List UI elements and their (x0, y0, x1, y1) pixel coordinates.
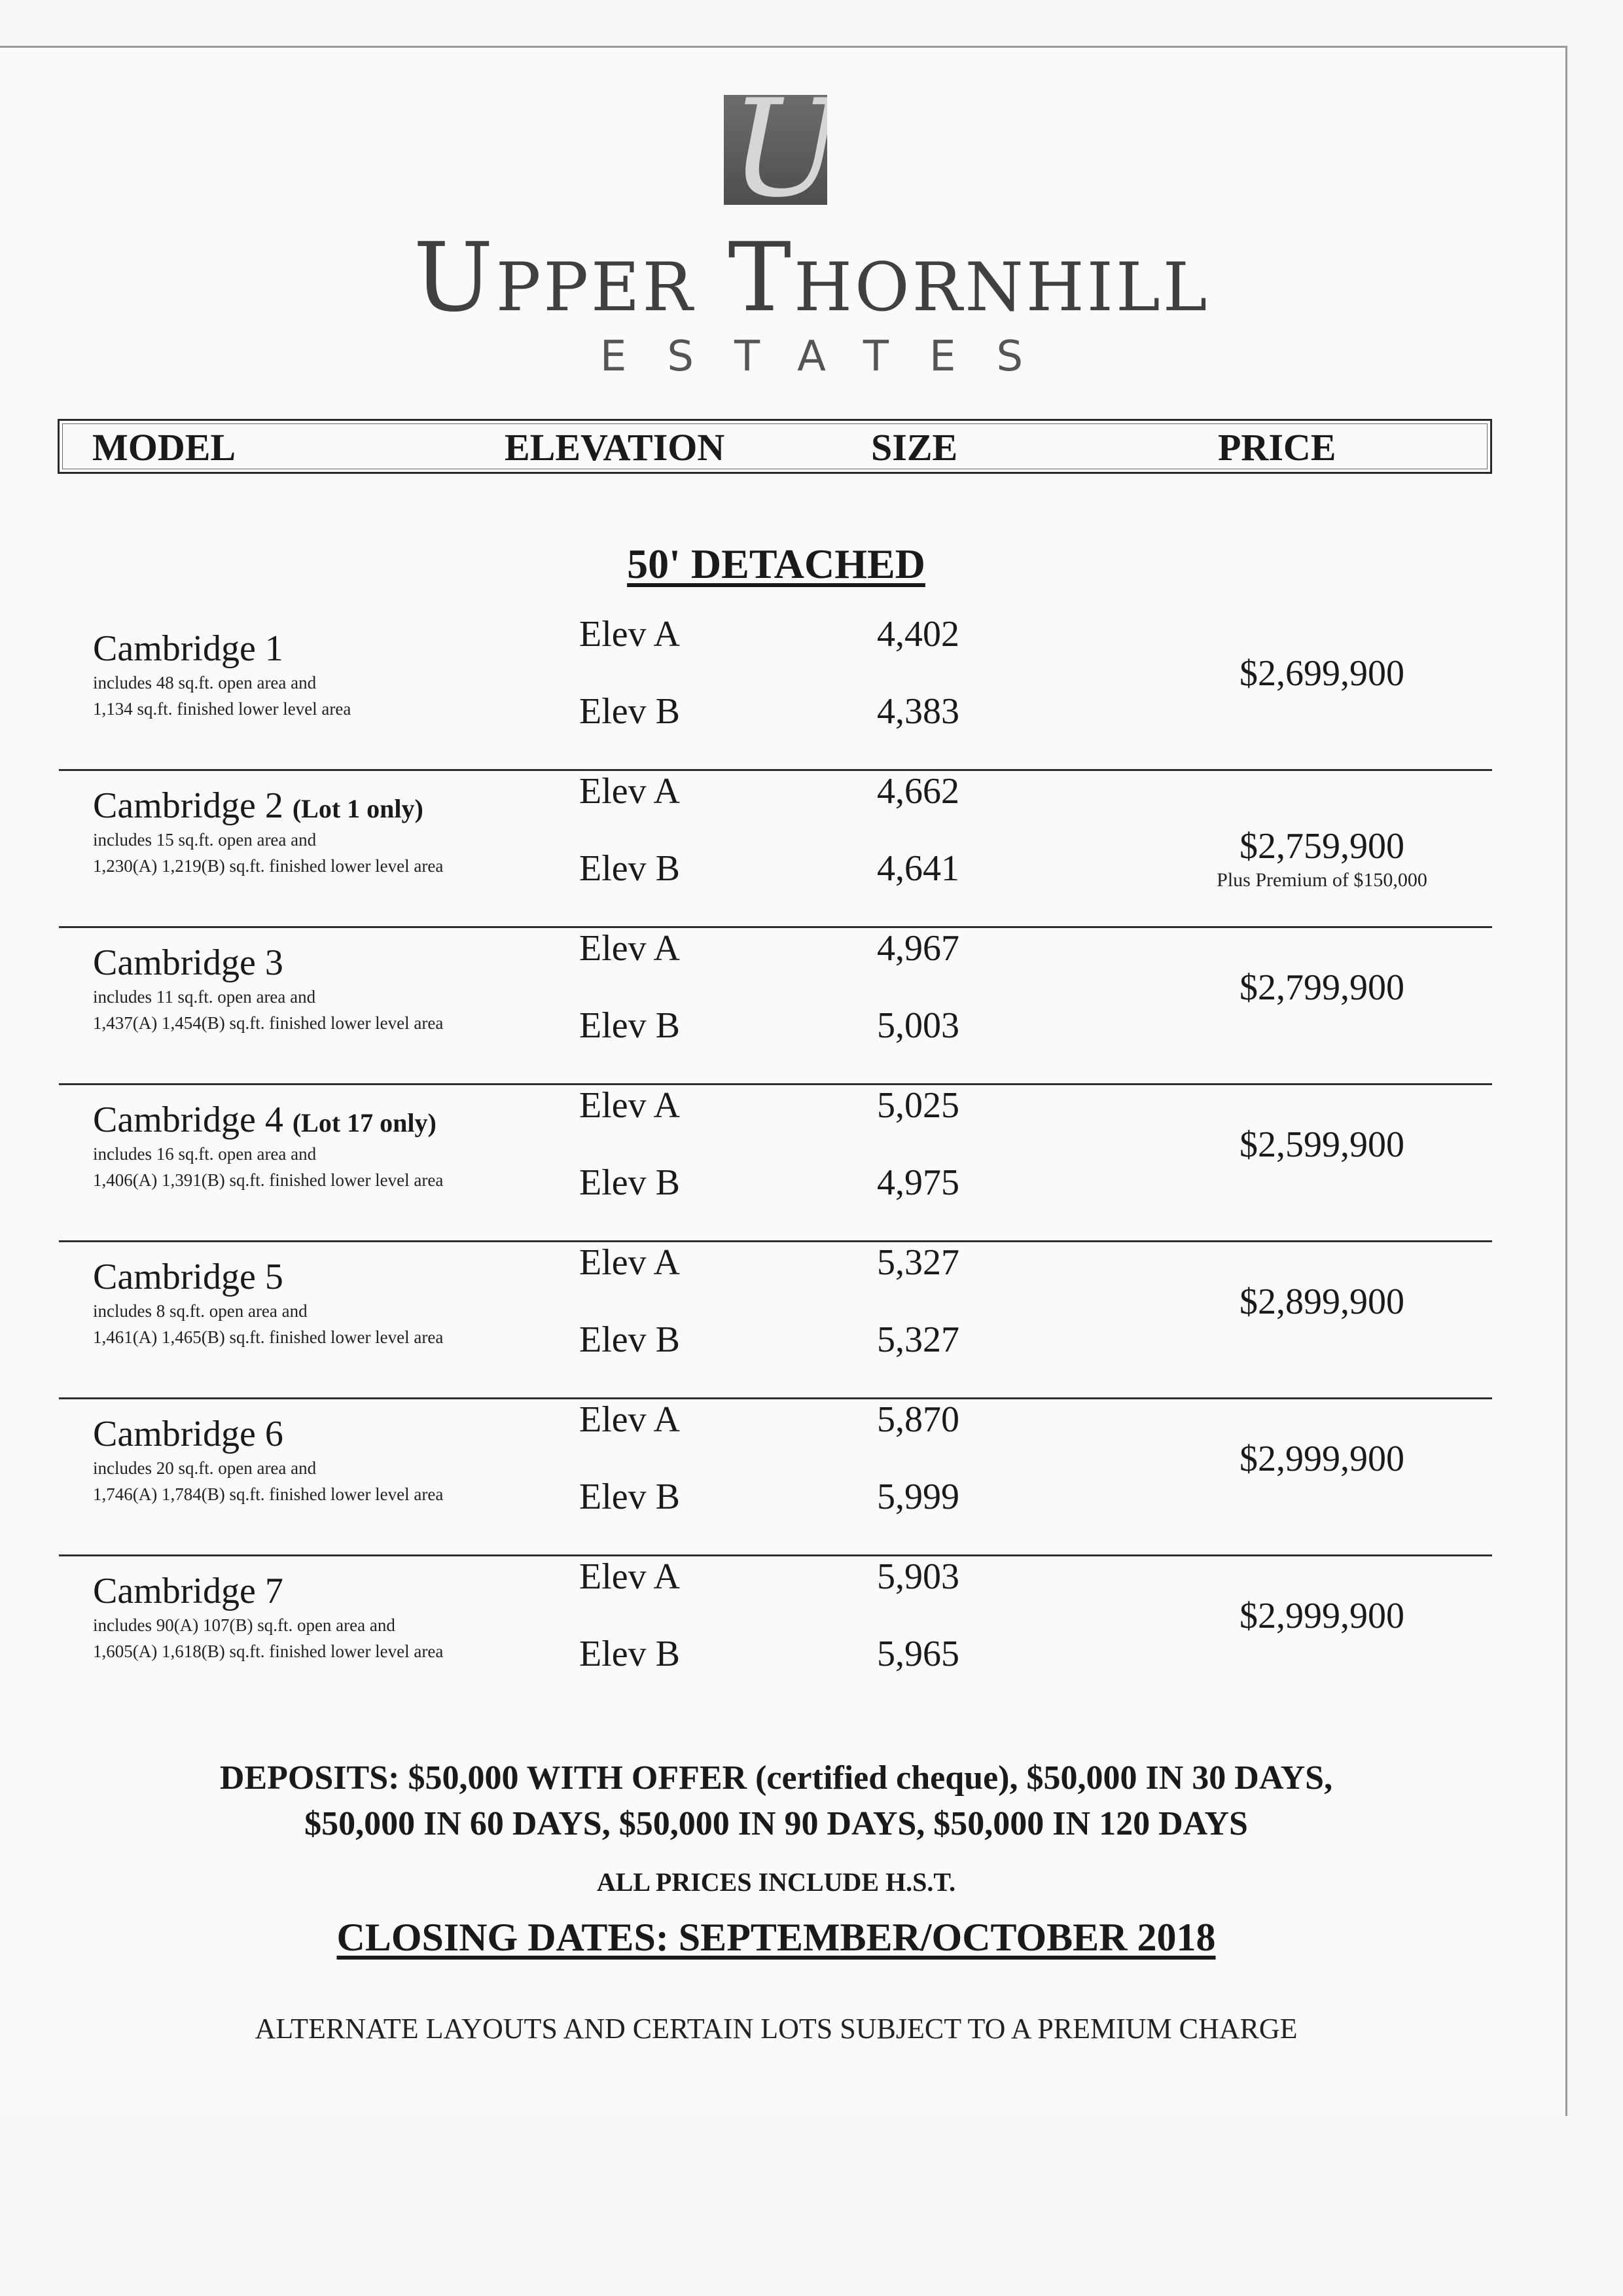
column-header-bar (58, 419, 1492, 474)
model-description (93, 827, 590, 879)
header-price: PRICE (1218, 426, 1336, 469)
model-price: $2,999,900 (1240, 1596, 1404, 1636)
model-description-line-1: includes 90(A) 107(B) sq.ft. open area and (93, 1615, 395, 1635)
model-description-line-1: includes 8 sq.ft. open area and (93, 1301, 308, 1321)
model-price: $2,799,900 (1240, 967, 1404, 1008)
model-row (59, 926, 1492, 1085)
premium-note: Plus Premium of $150,000 (1217, 869, 1427, 891)
deposits-line-2: $50,000 IN 60 DAYS, $50,000 IN 90 DAYS, $50,000 IN 120 DAYS (304, 1805, 1248, 1842)
model-description (93, 1141, 590, 1193)
size-b: 4,975 (877, 1162, 959, 1203)
model-description-line-1: includes 11 sq.ft. open area and (93, 987, 316, 1007)
model-name-text: Cambridge 5 (93, 1257, 283, 1297)
closing-dates: CLOSING DATES: SEPTEMBER/OCTOBER 2018 (336, 1916, 1216, 1959)
elevation-a: Elev A (579, 1556, 680, 1597)
size-b: 5,965 (877, 1634, 959, 1674)
model-description (93, 1612, 590, 1664)
brand-subtitle: ESTATES (599, 332, 1064, 381)
elevation-b: Elev B (579, 1005, 680, 1046)
size-b: 5,999 (877, 1477, 959, 1517)
elevation-b: Elev B (579, 848, 680, 889)
elevation-b: Elev B (579, 1162, 680, 1203)
size-a: 4,662 (877, 771, 959, 812)
model-description-line-2: 1,437(A) 1,454(B) sq.ft. finished lower level area (93, 1013, 444, 1033)
brand-name: Upper Thornhill (413, 223, 1210, 333)
model-description-line-2: 1,461(A) 1,465(B) sq.ft. finished lower level area (93, 1327, 444, 1347)
model-price: $2,899,900 (1240, 1282, 1404, 1322)
model-description (93, 1298, 590, 1350)
elevation-b: Elev B (579, 1634, 680, 1674)
model-description-line-2: 1,406(A) 1,391(B) sq.ft. finished lower level area (93, 1170, 444, 1190)
header-model: MODEL (92, 426, 236, 469)
header-elevation: ELEVATION (505, 426, 725, 469)
model-row (59, 1397, 1492, 1556)
model-row (59, 1240, 1492, 1399)
model-description (93, 670, 590, 722)
model-name (93, 1255, 283, 1299)
deposits-terms (131, 1755, 1421, 1847)
model-description-line-1: includes 16 sq.ft. open area and (93, 1144, 317, 1164)
model-price: $2,759,900 (1240, 826, 1404, 867)
size-b: 5,003 (877, 1005, 959, 1046)
model-price: $2,599,900 (1240, 1124, 1404, 1165)
model-row (59, 769, 1492, 928)
elevation-a: Elev A (579, 771, 680, 812)
size-a: 4,402 (877, 614, 959, 655)
model-name (93, 626, 283, 671)
model-description (93, 1455, 590, 1507)
model-price: $2,699,900 (1240, 653, 1404, 694)
model-lot-note: (Lot 17 only) (292, 1108, 437, 1138)
model-name (93, 1569, 283, 1613)
model-description-line-1: includes 48 sq.ft. open area and (93, 673, 317, 692)
size-a: 5,327 (877, 1242, 959, 1283)
model-price: $2,999,900 (1240, 1439, 1404, 1479)
model-row (59, 1083, 1492, 1242)
model-name-text: Cambridge 1 (93, 628, 283, 669)
logo-mark-letter: U (730, 95, 824, 205)
model-name (93, 783, 423, 831)
model-description-line-1: includes 15 sq.ft. open area and (93, 830, 317, 850)
premium-disclaimer: ALTERNATE LAYOUTS AND CERTAIN LOTS SUBJECT TO A PREMIUM CHARGE (255, 2013, 1298, 2045)
model-lot-note: (Lot 1 only) (292, 794, 423, 823)
header-size: SIZE (871, 426, 958, 469)
elevation-a: Elev A (579, 1399, 680, 1440)
model-row (59, 612, 1492, 771)
model-description-line-2: 1,134 sq.ft. finished lower level area (93, 699, 351, 719)
model-description-line-2: 1,230(A) 1,219(B) sq.ft. finished lower level area (93, 856, 444, 876)
model-description (93, 984, 590, 1036)
model-name (93, 1412, 283, 1456)
elevation-b: Elev B (579, 1477, 680, 1517)
size-b: 4,641 (877, 848, 959, 889)
section-title: 50' DETACHED (627, 541, 925, 587)
model-description-line-2: 1,605(A) 1,618(B) sq.ft. finished lower level area (93, 1641, 444, 1661)
size-b: 4,383 (877, 691, 959, 732)
elevation-b: Elev B (579, 691, 680, 732)
model-name-text: Cambridge 3 (93, 942, 283, 983)
hst-note: ALL PRICES INCLUDE H.S.T. (596, 1867, 956, 1897)
model-name-text: Cambridge 4 (93, 1100, 283, 1140)
elevation-b: Elev B (579, 1319, 680, 1360)
elevation-a: Elev A (579, 614, 680, 655)
size-a: 4,967 (877, 928, 959, 969)
size-a: 5,903 (877, 1556, 959, 1597)
model-name-text: Cambridge 6 (93, 1414, 283, 1454)
elevation-a: Elev A (579, 1242, 680, 1283)
model-description-line-2: 1,746(A) 1,784(B) sq.ft. finished lower level area (93, 1484, 444, 1504)
model-row (59, 1554, 1492, 1712)
elevation-a: Elev A (579, 928, 680, 969)
model-name (93, 1098, 437, 1145)
deposits-line-1: DEPOSITS: $50,000 WITH OFFER (certified cheque), $50,000 IN 30 DAYS, (219, 1759, 1333, 1797)
elevation-a: Elev A (579, 1085, 680, 1126)
model-name-text: Cambridge 7 (93, 1571, 283, 1611)
size-a: 5,025 (877, 1085, 959, 1126)
size-a: 5,870 (877, 1399, 959, 1440)
model-name (93, 941, 283, 985)
size-b: 5,327 (877, 1319, 959, 1360)
logo-mark-icon (724, 95, 827, 205)
model-name-text: Cambridge 2 (93, 785, 283, 826)
model-description-line-1: includes 20 sq.ft. open area and (93, 1458, 317, 1478)
